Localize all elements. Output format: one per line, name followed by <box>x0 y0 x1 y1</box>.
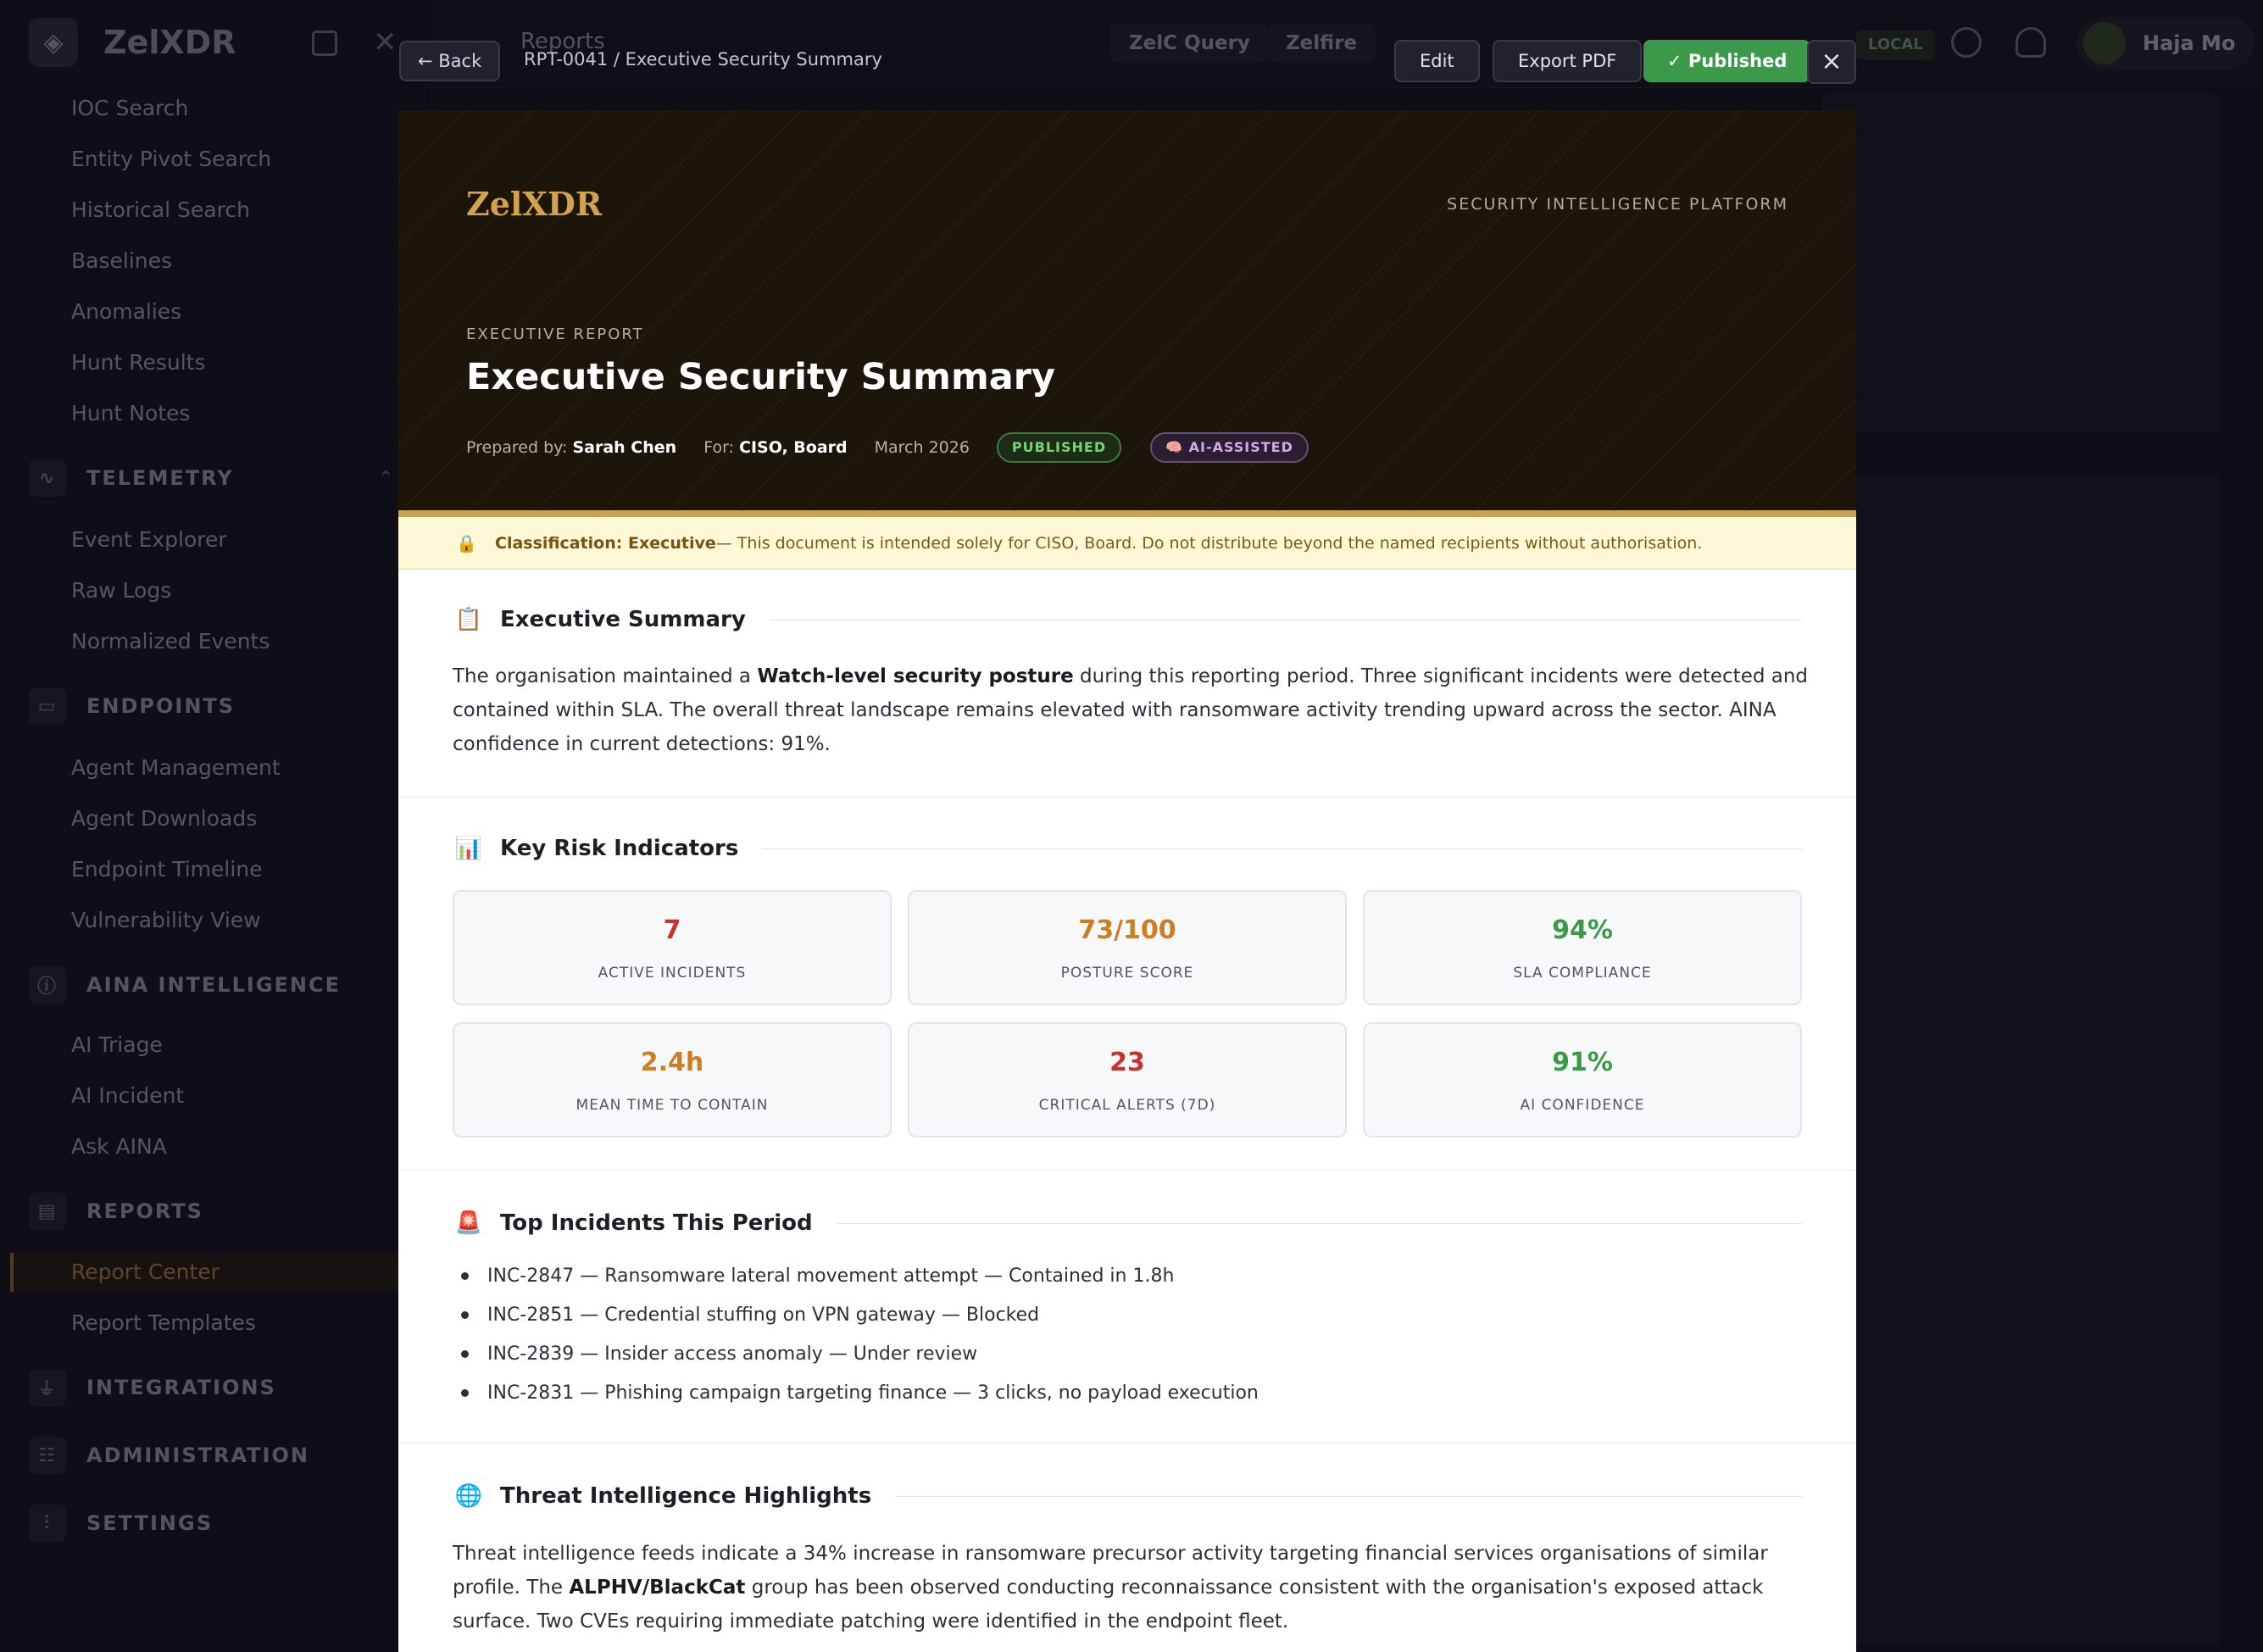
back-button[interactable]: ← Back <box>399 41 500 81</box>
classification-label: Classification: Executive <box>495 533 716 553</box>
summary-paragraph <box>453 659 1809 761</box>
list-item <box>453 1334 1809 1373</box>
incident-text: INC-2851 — Credential stuffing on VPN gateway — Blocked <box>487 1304 1040 1326</box>
section-title: Threat Intelligence Highlights <box>500 1483 872 1509</box>
audience-label: For: <box>703 438 734 457</box>
kpi-card <box>1363 1022 1802 1137</box>
report-meta <box>466 432 1309 463</box>
threat-text: group has been observed conducting reconnaissance consistent with the organisation's exposed attack surface. Two CVEs requiring immediate patching were identified in the endpoint fleet. <box>453 1577 1764 1633</box>
threat-paragraph <box>453 1537 1809 1638</box>
kpi-card <box>1363 890 1802 1005</box>
report-title: Executive Security Summary <box>466 356 1056 398</box>
clipboard-icon: 📋 <box>454 607 483 632</box>
status-badge: PUBLISHED <box>997 432 1121 463</box>
audience: CISO, Board <box>739 438 848 457</box>
incident-text: INC-2839 — Insider access anomaly — Under review <box>487 1343 978 1365</box>
section-header-threat-intel <box>453 1480 1802 1512</box>
kpi-card <box>453 890 892 1005</box>
report-kicker: EXECUTIVE REPORT <box>466 325 644 343</box>
kpi-label: AI CONFIDENCE <box>1520 1097 1645 1114</box>
threat-text: Threat intelligence feeds indicate a 34% increase in ransomware precursor activity targeting financial services organisations of similar profile. The <box>453 1543 1768 1599</box>
kpi-value: 91% <box>1552 1048 1613 1077</box>
classification-text: — This document is intended solely for CISO, Board. Do not distribute beyond the named recipients without authorisation. <box>715 533 1703 553</box>
list-item <box>453 1256 1809 1295</box>
kpi-value: 73/100 <box>1078 915 1176 945</box>
bar-chart-icon: 📊 <box>454 836 483 861</box>
report-date: March 2026 <box>874 438 970 457</box>
close-modal-button[interactable]: × <box>1807 40 1856 84</box>
author: Sarah Chen <box>572 438 677 457</box>
list-item <box>453 1373 1809 1412</box>
summary-text: The organisation maintained a <box>453 665 758 687</box>
kpi-value: 2.4h <box>640 1048 704 1077</box>
kpi-label: CRITICAL ALERTS (7D) <box>1038 1097 1216 1114</box>
incident-text: INC-2847 — Ransomware lateral movement attempt — Contained in 1.8h <box>487 1265 1175 1287</box>
classification-banner <box>398 517 1856 570</box>
report-hero <box>398 110 1856 510</box>
export-pdf-button[interactable]: Export PDF <box>1493 40 1642 82</box>
section-header-incidents <box>453 1207 1802 1239</box>
platform-tag: SECURITY INTELLIGENCE PLATFORM <box>1447 195 1788 214</box>
kpi-value: 7 <box>663 915 681 945</box>
kpi-label: SLA COMPLIANCE <box>1513 965 1652 982</box>
kpi-label: MEAN TIME TO CONTAIN <box>575 1097 769 1114</box>
kpi-value: 23 <box>1109 1048 1145 1077</box>
section-title: Top Incidents This Period <box>500 1210 813 1236</box>
incident-text: INC-2831 — Phishing campaign targeting finance — 3 clicks, no payload execution <box>487 1382 1259 1404</box>
section-title: Key Risk Indicators <box>500 836 739 861</box>
siren-icon: 🚨 <box>454 1210 483 1236</box>
section-title: Executive Summary <box>500 607 746 632</box>
kpi-value: 94% <box>1552 915 1613 945</box>
kpi-label: ACTIVE INCIDENTS <box>598 965 747 982</box>
report-brand: ZelXDR <box>466 185 603 223</box>
summary-text: during this reporting period. Three significant incidents were detected and contained within SLA. The overall threat landscape remains elevated with ransomware activity trending upward across the sector. AINA confidence in current detections: 91%. <box>453 665 1809 755</box>
list-item <box>453 1295 1809 1334</box>
breadcrumb: RPT-0041 / Executive Security Summary <box>524 49 882 70</box>
kpi-card <box>453 1022 892 1137</box>
incident-list <box>453 1256 1809 1412</box>
prepared-label: Prepared by: <box>466 438 568 457</box>
ai-assisted-badge: 🧠 AI-ASSISTED <box>1150 432 1309 463</box>
section-header-kri <box>453 832 1802 865</box>
hero-accent-stripe <box>398 510 1856 517</box>
kpi-label: POSTURE SCORE <box>1060 965 1194 982</box>
edit-button[interactable]: Edit <box>1394 40 1480 82</box>
published-button[interactable]: ✓ Published <box>1643 40 1810 82</box>
kpi-card <box>908 890 1347 1005</box>
report-document <box>398 110 1856 1652</box>
section-header-summary <box>453 604 1802 636</box>
summary-emphasis: Watch-level security posture <box>757 665 1074 687</box>
lock-icon: 🔒 <box>456 532 477 553</box>
threat-emphasis: ALPHV/BlackCat <box>569 1577 746 1599</box>
kpi-card <box>908 1022 1347 1137</box>
globe-icon: 🌐 <box>454 1483 483 1509</box>
